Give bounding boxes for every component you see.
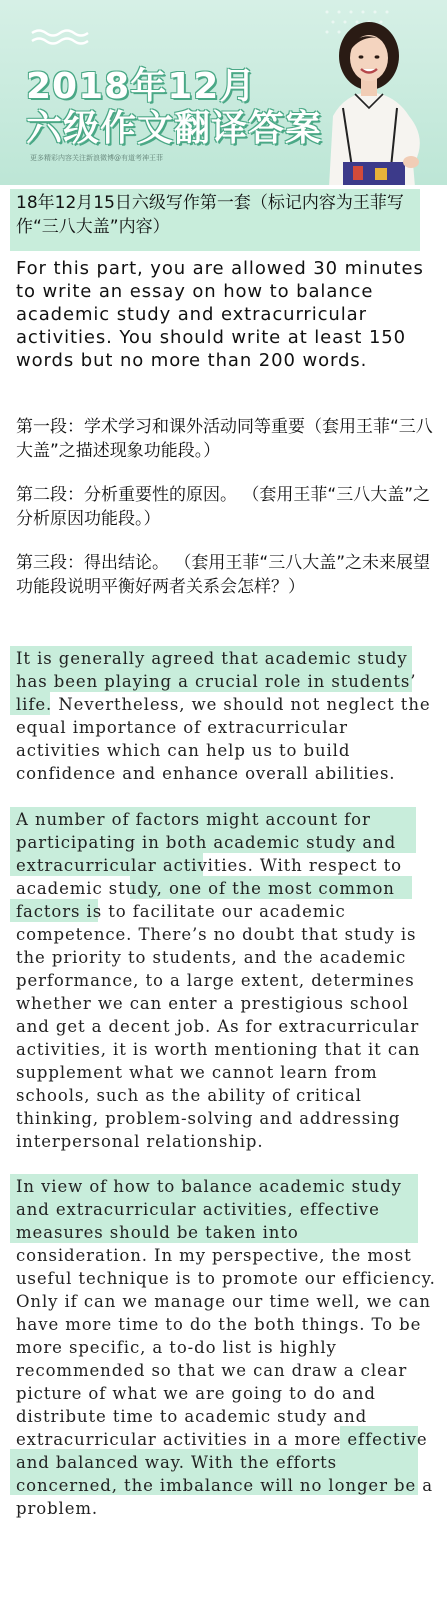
wave-decoration-icon: [30, 28, 94, 50]
essay-paragraph-3: In view of how to balance academic study and extracurricular activities, effective measures should be taken into consideration. In my perspective, the most useful technique is to promote our efficiency. Only if can we manage our time well, we can have more time to do the both things. To be more specific, a to-do list is highly recommended so that we can draw a clear picture of what we are going to do and distribute time to academic study and extracurricular activities in a more effective and balanced way. With the efforts concerned, the imbalance will no longer be a problem.: [16, 1177, 436, 1518]
outline-paragraph-1: 第一段：学术学习和课外活动同等重要（套用王菲“三八大盖”之描述现象功能段。）: [16, 417, 433, 461]
teacher-portrait-image: [315, 12, 433, 185]
banner-title-line1: 2018年12月: [26, 66, 257, 107]
header-banner: [0, 0, 447, 185]
banner-title-line2: 六级作文翻译答案: [26, 108, 323, 149]
article-heading: 18年12月15日六级写作第一套（标记内容为王菲写作“三八大盖”内容）: [16, 193, 404, 237]
essay-paragraph-2: A number of factors might account for participating in both academic study and extracurricular activities. With respect to academic study, one of the most common factors is to facilitate our academic competence. There’s no doubt that study is the priority to students, and the academic performance, to a large extent, determines whether we can enter a prestigious school and get a decent job. As for extracurricular activities, it is worth mentioning that it can supplement what we cannot learn from schools, such as the ability of critical thinking, problem-solving and addressing interpersonal relationship.: [16, 810, 421, 1151]
banner-tagline: 更多精彩内容关注新浪微博@有道考神王菲: [30, 154, 163, 162]
outline-paragraph-2: 第二段：分析重要性的原因。 （套用王菲“三八大盖”之分析原因功能段。）: [16, 485, 431, 529]
essay-paragraph-1: It is generally agreed that academic study has been playing a crucial role in students’ life. Nevertheless, we should not neglect the equal importance of extracurricular activities which can help us to build confidence and enhance overall abilities.: [16, 649, 431, 783]
task-instructions: For this part, you are allowed 30 minutes to write an essay on how to balance academic study and extracurricular activities. You should write at least 150 words but no more than 200 words.: [16, 258, 424, 371]
outline-paragraph-3: 第三段：得出结论。 （套用王菲“三八大盖”之未来展望功能段说明平衡好两者关系会怎样？）: [16, 553, 431, 597]
